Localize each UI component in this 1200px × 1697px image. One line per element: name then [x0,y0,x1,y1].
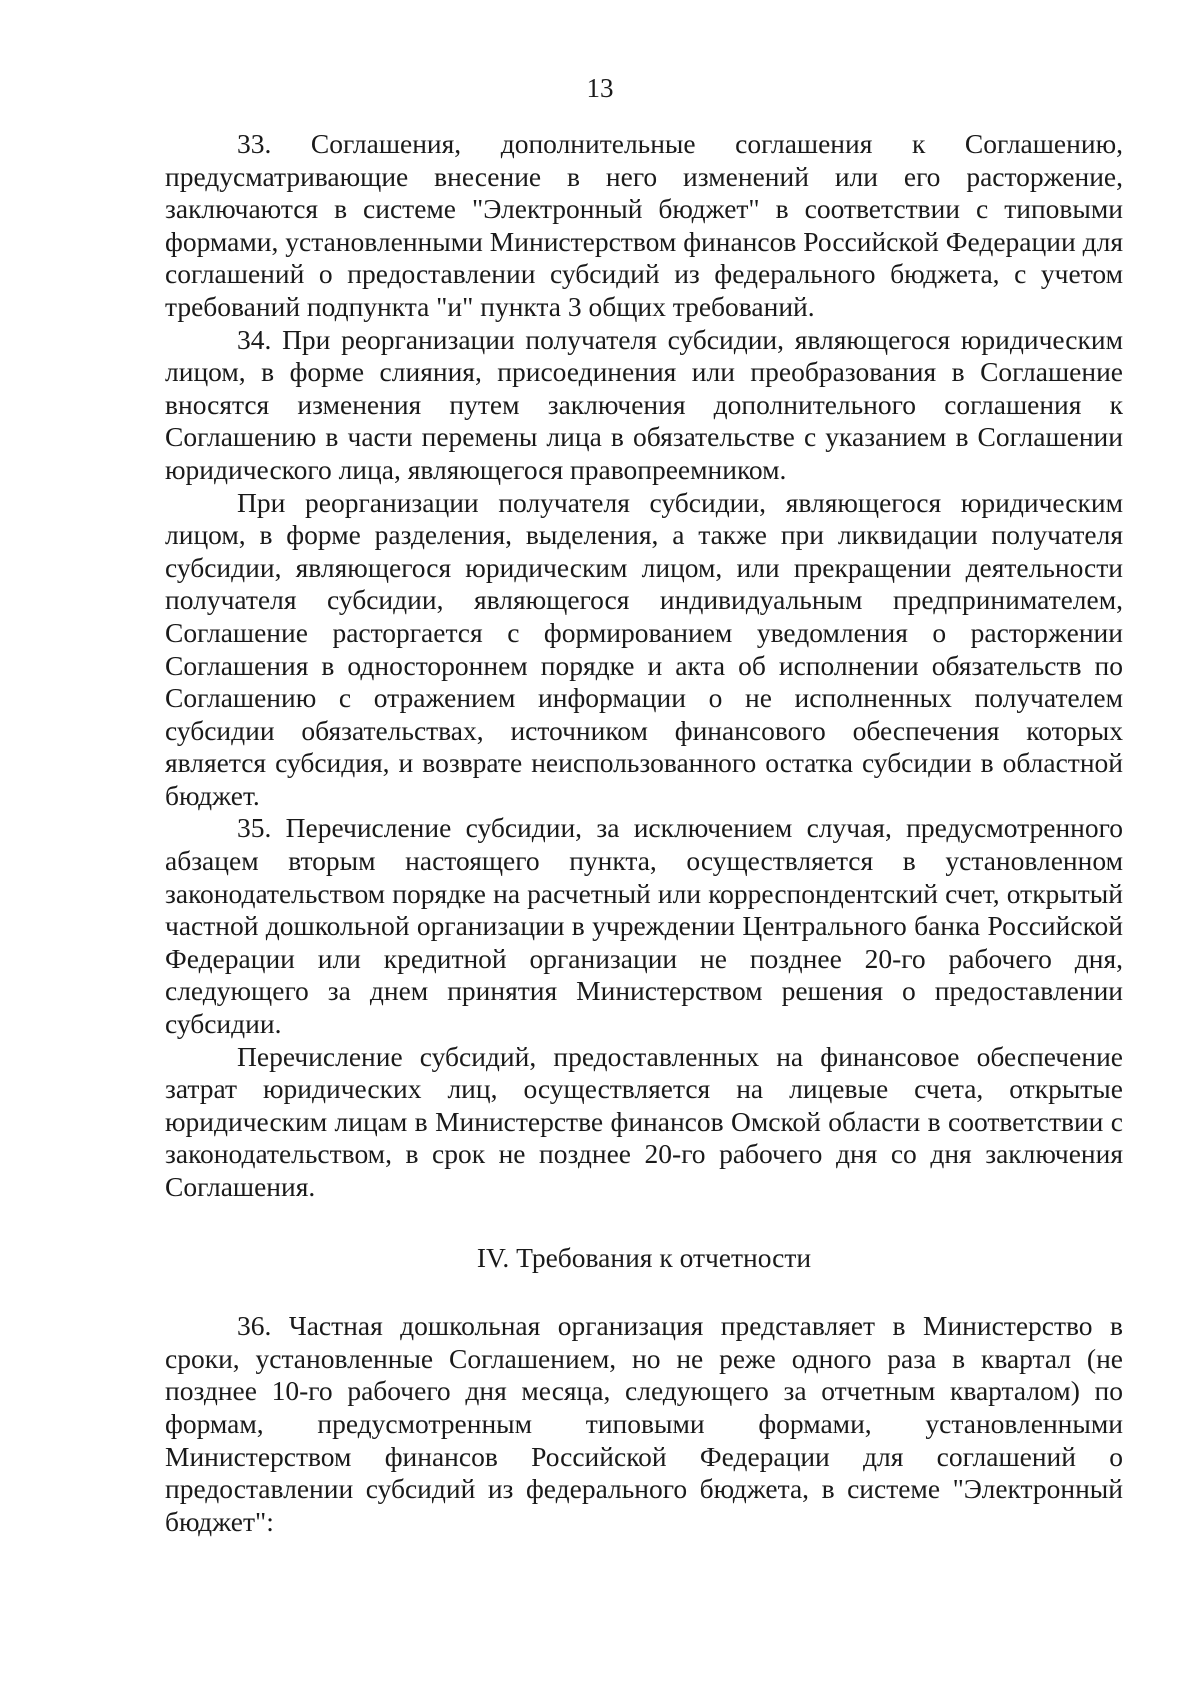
paragraph-34-part-2: При реорганизации получателя субсидии, являющегося юридическим лицом, в форме разделения, выделения, а также при ликвидации получателя субсидии, являющегося юридическим лицом, или прекращении деятельности получателя субсидии, являющегося индивидуальным предпринимателем, Соглашение расторгается с формированием уведомления о расторжении Соглашения в одностороннем порядке и акта об исполнении обязательств по Соглашению с отражением информации о не исполненных получателем субсидии обязательствах, источником финансового обеспечения которых является субсидия, и возврате неиспользованного остатка субсидии в областной бюджет. [165,486,1123,811]
paragraph-34: 34. При реорганизации получателя субсидии, являющегося юридическим лицом, в форме слияния, присоединения или преобразования в Соглашение вносятся изменения путем заключения дополнительного соглашения к Соглашению в части перемены лица в обязательстве с указанием в Соглашении юридического лица, являющегося правопреемником. [165,323,1123,485]
paragraph-35-part-2: Перечисление субсидий, предоставленных на финансовое обеспечение затрат юридических лиц, осуществляется на лицевые счета, открытые юридическим лицам в Министерстве финансов Омской области в соответствии с законодательством, в срок не позднее 20-го рабочего дня со дня заключения Соглашения. [165,1040,1123,1202]
paragraph-33: 33. Соглашения, дополнительные соглашения к Соглашению, предусматривающие внесение в него изменений или его расторжение, заключаются в системе "Электронный бюджет" в соответствии с типовыми формами, установленными Министерством финансов Российской Федерации для соглашений о предоставлении субсидий из федерального бюджета, с учетом требований подпункта "и" пункта 3 общих требований. [165,128,1123,322]
page-number: 13 [586,73,614,103]
section-heading: IV. Требования к отчетности [476,1241,812,1273]
document-body [165,128,1123,1538]
paragraph-35: 35. Перечисление субсидии, за исключением случая, предусмотренного абзацем вторым настоящего пункта, осуществляется в установленном законодательством порядке на расчетный или корреспондентский счет, открытый частной дошкольной организации в учреждении Центрального банка Российской Федерации или кредитной организации не позднее 20-го рабочего дня, следующего за днем принятия Министерством решения о предоставлении субсидии. [165,812,1123,1040]
paragraph-36: 36. Частная дошкольная организация представляет в Министерство в сроки, установленные Соглашением, но не реже одного раза в квартал (не позднее 10-го рабочего дня месяца, следующего за отчетным кварталом) по формам, предусмотренным типовыми формами, установленными Министерством финансов Российской Федерации для соглашений о предоставлении субсидий из федерального бюджета, в системе "Электронный бюджет": [165,1310,1123,1537]
